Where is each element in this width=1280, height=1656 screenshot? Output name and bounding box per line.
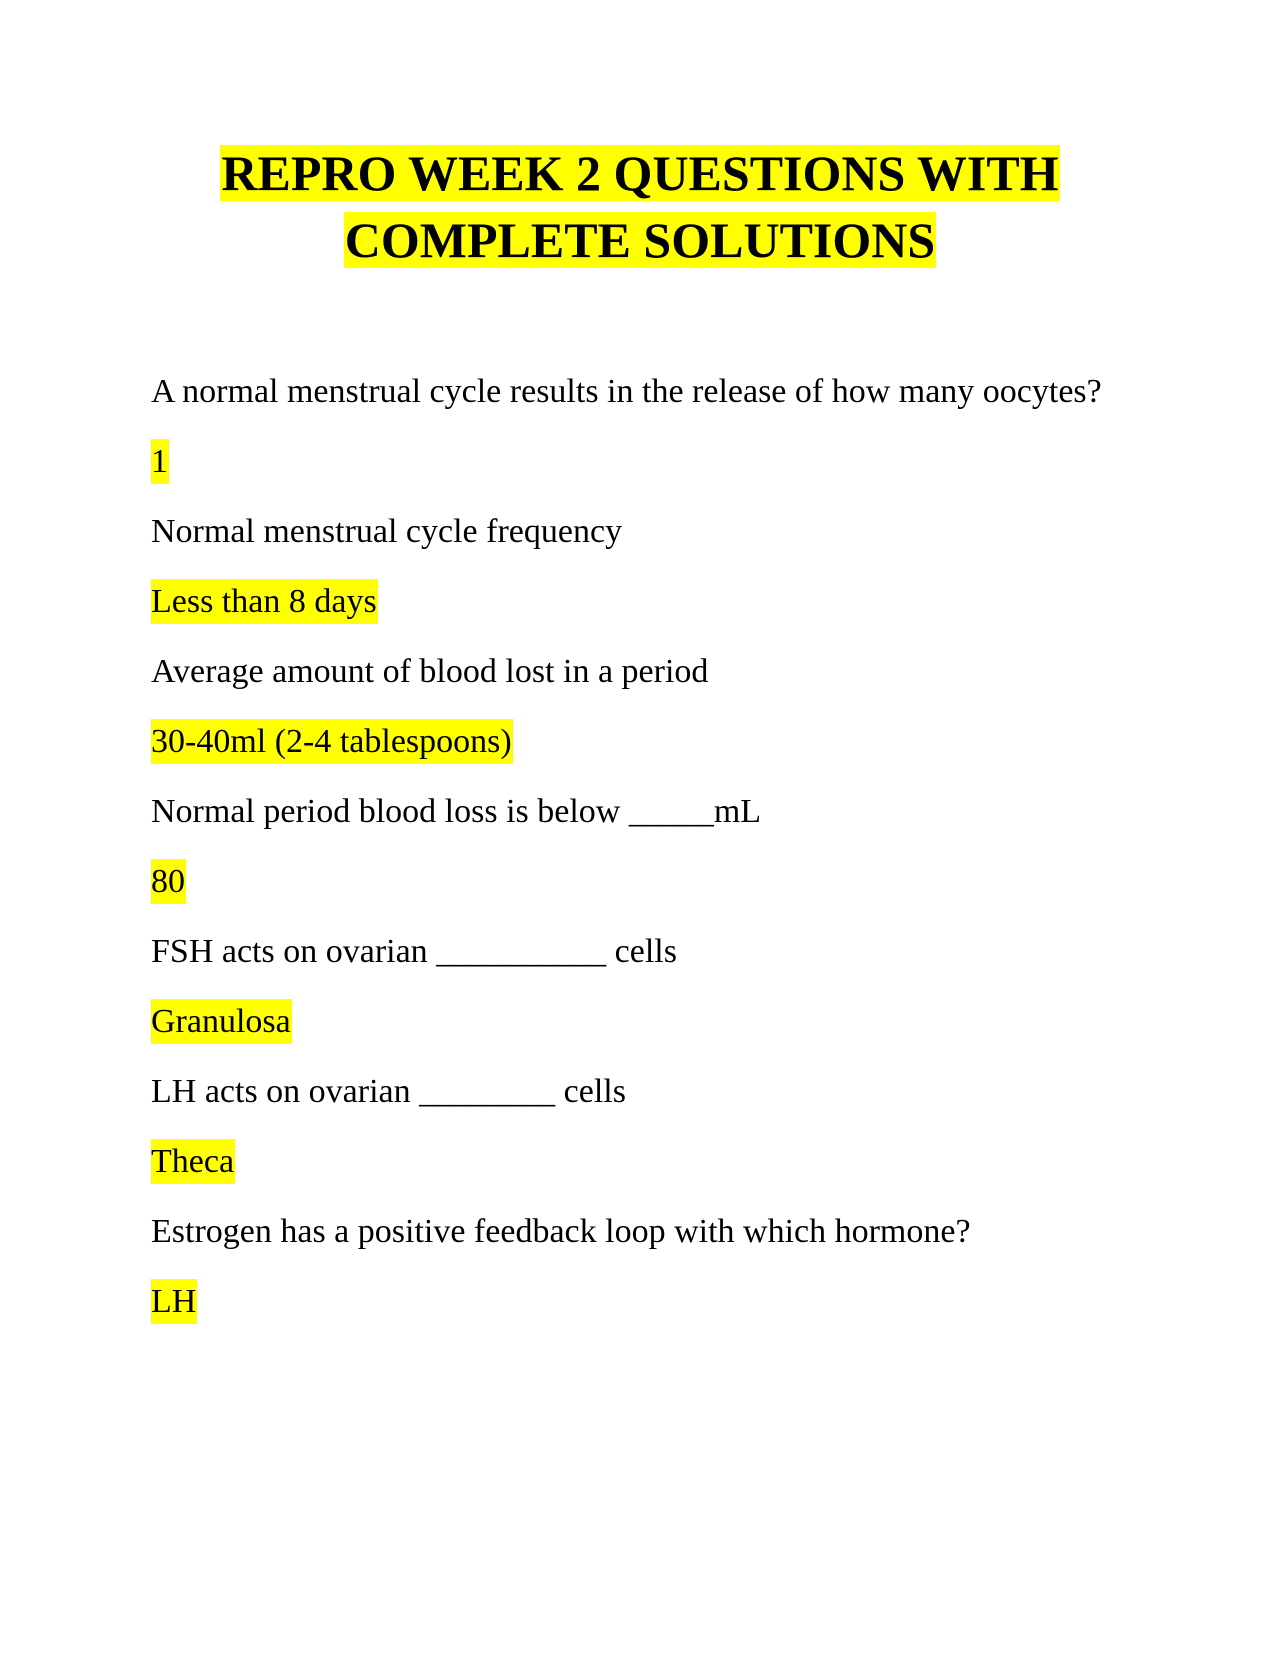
answer-5-row <box>151 997 1111 1047</box>
question-6: LH acts on ovarian ________ cells <box>151 1073 626 1110</box>
question-3: Average amount of blood lost in a period <box>151 653 709 690</box>
question-4: Normal period blood loss is below _____mL <box>151 793 762 830</box>
answer-4: 80 <box>151 859 186 904</box>
document-title <box>150 140 1130 274</box>
answer-6: Theca <box>151 1139 235 1184</box>
qa-list <box>151 367 1111 1347</box>
question-5: FSH acts on ovarian __________ cells <box>151 933 677 970</box>
answer-3-row <box>151 717 1111 767</box>
question-2: Normal menstrual cycle frequency <box>151 513 623 550</box>
title-line-2: COMPLETE SOLUTIONS <box>344 212 936 268</box>
question-7: Estrogen has a positive feedback loop with which hormone? <box>151 1213 971 1250</box>
question-1: A normal menstrual cycle results in the release of how many oocytes? <box>151 373 1102 410</box>
answer-5: Granulosa <box>151 999 292 1044</box>
answer-2: Less than 8 days <box>151 579 378 624</box>
answer-4-row <box>151 857 1111 907</box>
answer-3: 30-40ml (2-4 tablespoons) <box>151 719 513 764</box>
answer-1-row <box>151 437 1111 487</box>
answer-7-row <box>151 1277 1111 1327</box>
answer-7: LH <box>151 1279 197 1324</box>
answer-2-row <box>151 577 1111 627</box>
answer-6-row <box>151 1137 1111 1187</box>
title-line-1: REPRO WEEK 2 QUESTIONS WITH <box>221 145 1059 201</box>
answer-1: 1 <box>151 439 169 484</box>
